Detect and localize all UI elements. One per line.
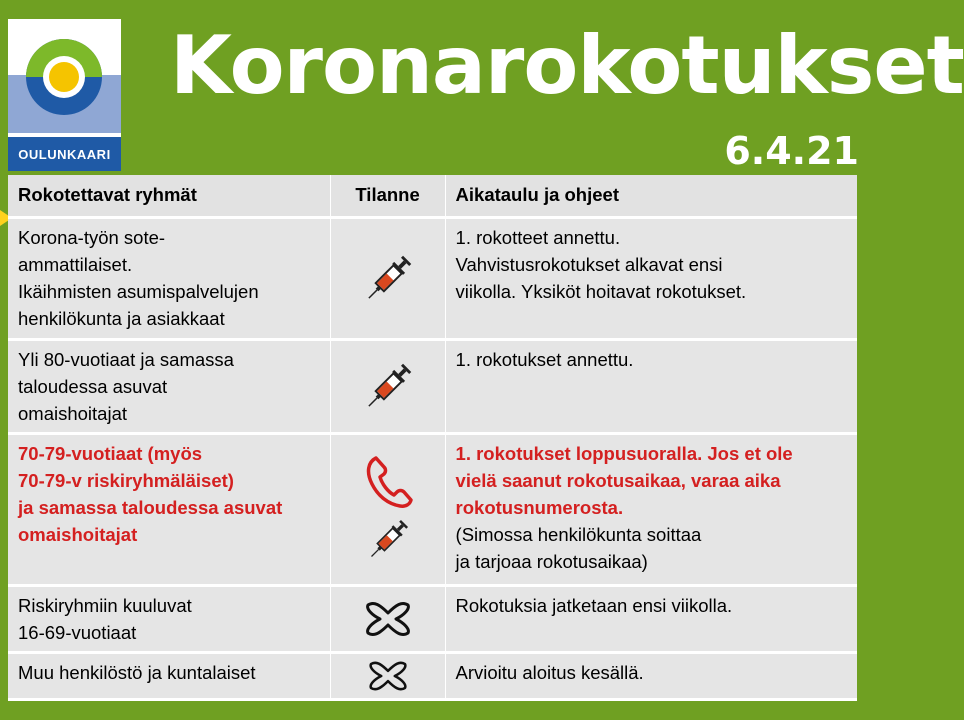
table-header-row — [8, 175, 857, 219]
schedule-cell — [446, 341, 857, 435]
phone-icon — [362, 452, 414, 512]
sun-logo-icon — [8, 19, 121, 137]
schedule-text-important: vielä saanut rokotusaikaa, varaa aika — [455, 470, 781, 491]
group-text: ja samassa taloudessa asuvat — [18, 497, 283, 518]
schedule-text: Vahvistusrokotukset alkavat ensi — [455, 254, 723, 275]
group-text: Ikäihmisten asumispalvelujen — [18, 281, 259, 302]
group-text: 70-79-v riskiryhmäläiset) — [18, 470, 234, 491]
group-text: omaishoitajat — [18, 403, 128, 424]
schedule-cell — [446, 654, 857, 701]
group-cell — [8, 587, 331, 654]
group-text: taloudessa asuvat — [18, 376, 168, 397]
schedule-text: 1. rokotteet annettu. — [455, 227, 621, 248]
group-text: omaishoitajat — [18, 524, 138, 545]
group-cell — [8, 654, 331, 701]
vaccination-table — [8, 175, 857, 701]
group-text: Korona-työn sote- — [18, 227, 166, 248]
status-cell — [331, 219, 446, 341]
status-cell — [331, 587, 446, 654]
table-row — [8, 435, 857, 587]
page-title: Koronarokotukset — [170, 19, 964, 112]
group-text: ammattilaiset. — [18, 254, 133, 275]
date-label: 6.4.21 — [724, 129, 859, 173]
table-row — [8, 654, 857, 701]
status-cell — [331, 341, 446, 435]
schedule-cell — [446, 587, 857, 654]
status-cell — [331, 654, 446, 701]
group-text: Riskiryhmiin kuuluvat — [18, 595, 192, 616]
group-text: Yli 80-vuotiaat ja samassa — [18, 349, 234, 370]
header-status: Tilanne — [331, 175, 446, 219]
schedule-text: ja tarjoaa rokotusaikaa) — [455, 551, 648, 572]
table-row — [8, 341, 857, 435]
schedule-cell — [446, 219, 857, 341]
oulunkaari-logo — [8, 19, 121, 171]
header-groups: Rokotettavat ryhmät — [8, 175, 331, 219]
cross-icon — [364, 599, 412, 639]
status-cell — [331, 435, 446, 587]
schedule-text: Arvioitu aloitus kesällä. — [455, 662, 644, 683]
group-text: 70-79-vuotiaat (myös — [18, 443, 203, 464]
schedule-text: Rokotuksia jatketaan ensi viikolla. — [455, 595, 733, 616]
schedule-text: 1. rokotukset annettu. — [455, 349, 634, 370]
group-cell — [8, 341, 331, 435]
table-row — [8, 587, 857, 654]
syringe-icon — [363, 512, 413, 568]
schedule-text-important: 1. rokotukset loppusuoralla. Jos et ole — [455, 443, 793, 464]
schedule-text-important: rokotusnumerosta. — [455, 497, 624, 518]
syringe-icon — [359, 250, 417, 308]
schedule-text: viikolla. Yksiköt hoitavat rokotukset. — [455, 281, 747, 302]
group-cell — [8, 435, 331, 587]
table-row — [8, 219, 857, 341]
syringe-icon — [359, 358, 417, 416]
logo-text: OULUNKAARI — [8, 137, 121, 171]
group-text: Muu henkilöstö ja kuntalaiset — [18, 662, 256, 683]
group-cell — [8, 219, 331, 341]
header-schedule: Aikataulu ja ohjeet — [446, 175, 857, 219]
cross-icon — [366, 659, 410, 693]
group-text: henkilökunta ja asiakkaat — [18, 308, 225, 329]
schedule-text: (Simossa henkilökunta soittaa — [455, 524, 702, 545]
group-text: 16-69-vuotiaat — [18, 622, 137, 643]
schedule-cell — [446, 435, 857, 587]
